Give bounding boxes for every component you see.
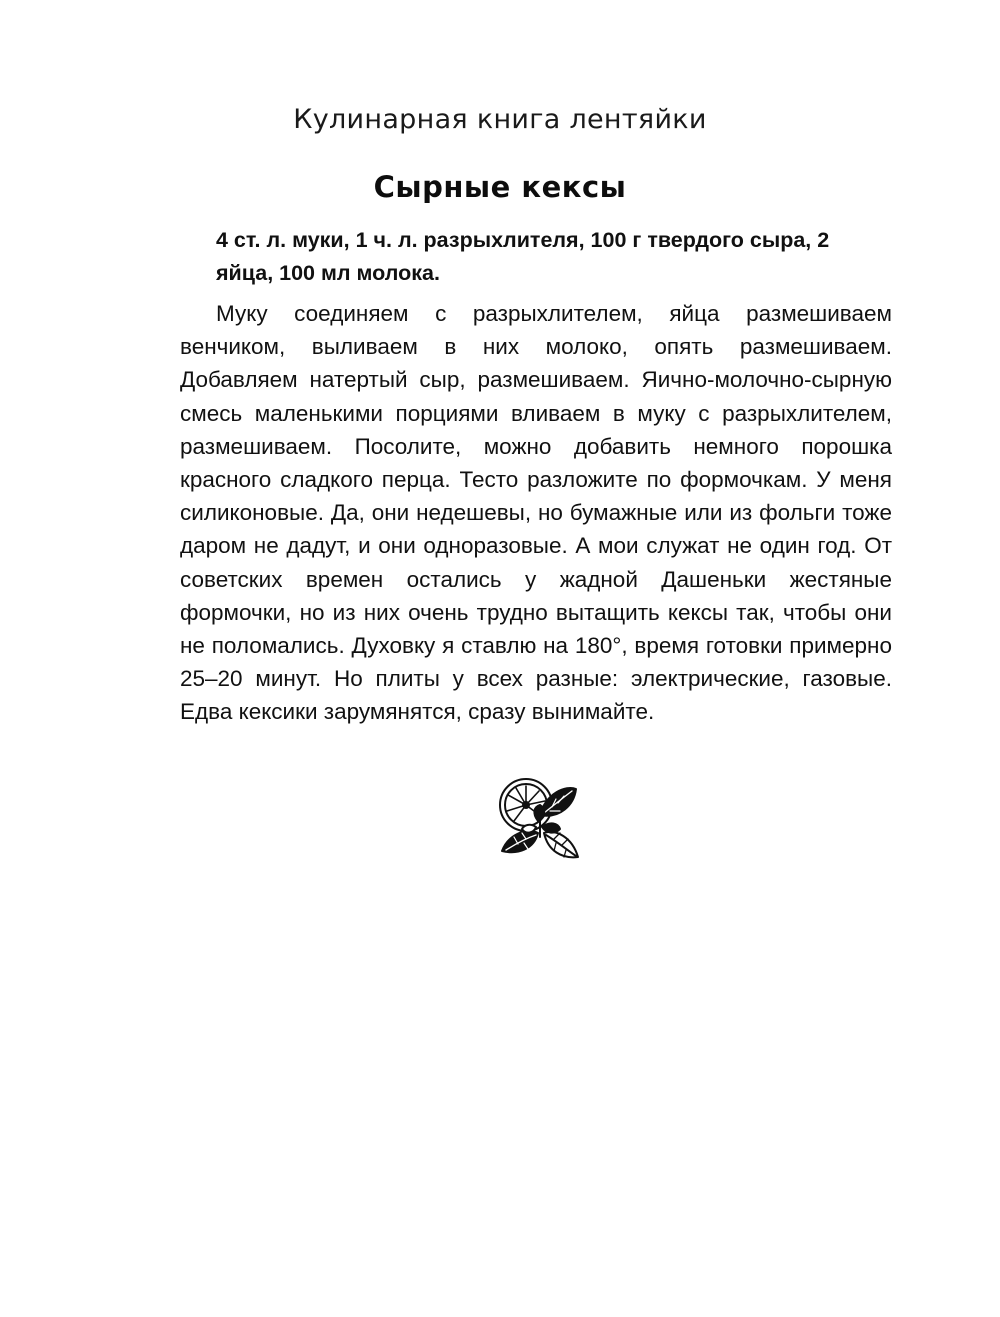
lemon-mint-icon: [494, 771, 584, 869]
running-head: Кулинарная книга лентяйки: [293, 104, 707, 135]
recipe-instructions: Муку соединяем с разрыхлителем, яйца размешиваем венчиком, выливаем в них молоко, опять размешиваем. Добавляем натертый сыр, размешиваем. Яично-молочно-сырную смесь маленькими порциями вливаем в муку с разрыхлителем, размешиваем. Посолите, можно добавить немного порошка красного сладкого перца. Тесто разложите по формочкам. У меня силиконовые. Да, они недешевы, но бумажные или из фольги тоже даром не дадут, и они одноразовые. А мои служат не один год. От советских времен остались у жадной Дашеньки жестяные формочки, но из них очень трудно вытащить кексы так, чтобы они не поломались. Духовку я ставлю на 180°, время готовки примерно 25–20 минут. Но плиты у всех разные: электрические, газовые. Едва кексики зарумянятся, сразу вынимайте.: [180, 301, 892, 725]
recipe-title: Сырные кексы: [373, 170, 627, 204]
recipe-ingredients: 4 ст. л. муки, 1 ч. л. разрыхлителя, 100 г твердого сыра, 2 яйца, 100 мл молока.: [216, 228, 830, 285]
